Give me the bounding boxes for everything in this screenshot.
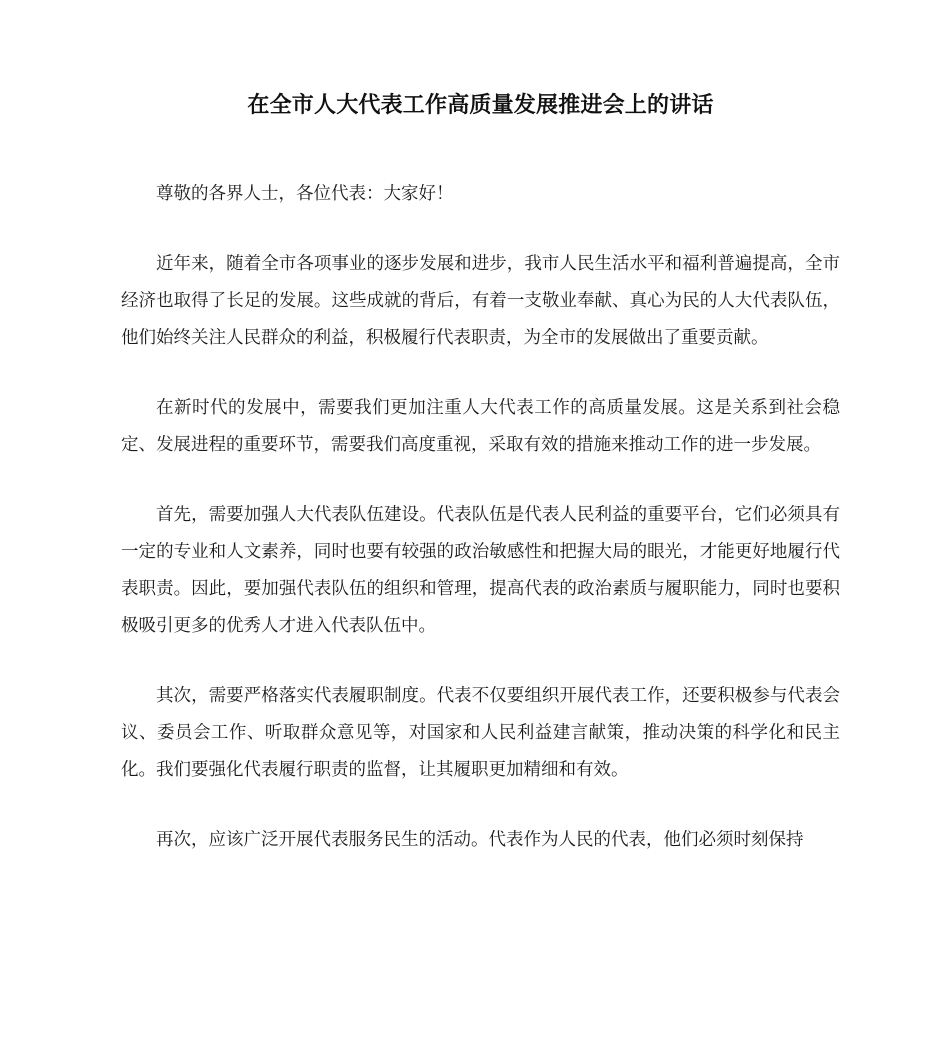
document-body <box>121 176 840 859</box>
paragraph-achievements: 近年来，随着全市各项事业的逐步发展和进步，我市人民生活水平和福利普遍提高，全市经济也取得了长足的发展。这些成就的背后，有着一支敬业奉献、真心为民的人大代表队伍，他们始终关注人民群众的利益，积极履行代表职责，为全市的发展做出了重要贡献。 <box>121 254 840 348</box>
document-title: 在全市人大代表工作高质量发展推进会上的讲话 <box>247 93 714 118</box>
paragraph-second-point: 其次，需要严格落实代表履职制度。代表不仅要组织开展代表工作，还要积极参与代表会议、委员会工作、听取群众意见等，对国家和人民利益建言献策，推动决策的科学化和民主化。我们要强化代表履行职责的监督，让其履职更加精细和有效。 <box>121 686 840 780</box>
paragraph-greeting: 尊敬的各界人士，各位代表：大家好！ <box>156 184 454 204</box>
paragraph-new-era: 在新时代的发展中，需要我们更加注重人大代表工作的高质量发展。这是关系到社会稳定、发展进程的重要环节，需要我们高度重视，采取有效的措施来推动工作的进一步发展。 <box>121 398 840 455</box>
paragraph-first-point: 首先，需要加强人大代表队伍建设。代表队伍是代表人民利益的重要平台，它们必须具有一定的专业和人文素养，同时也要有较强的政治敏感性和把握大局的眼光，才能更好地履行代表职责。因此，要加强代表队伍的组织和管理，提高代表的政治素质与履职能力，同时也要积极吸引更多的优秀人才进入代表队伍中。 <box>121 505 840 636</box>
paragraph-third-point: 再次，应该广泛开展代表服务民生的活动。代表作为人民的代表，他们必须时刻保持 <box>156 830 804 850</box>
